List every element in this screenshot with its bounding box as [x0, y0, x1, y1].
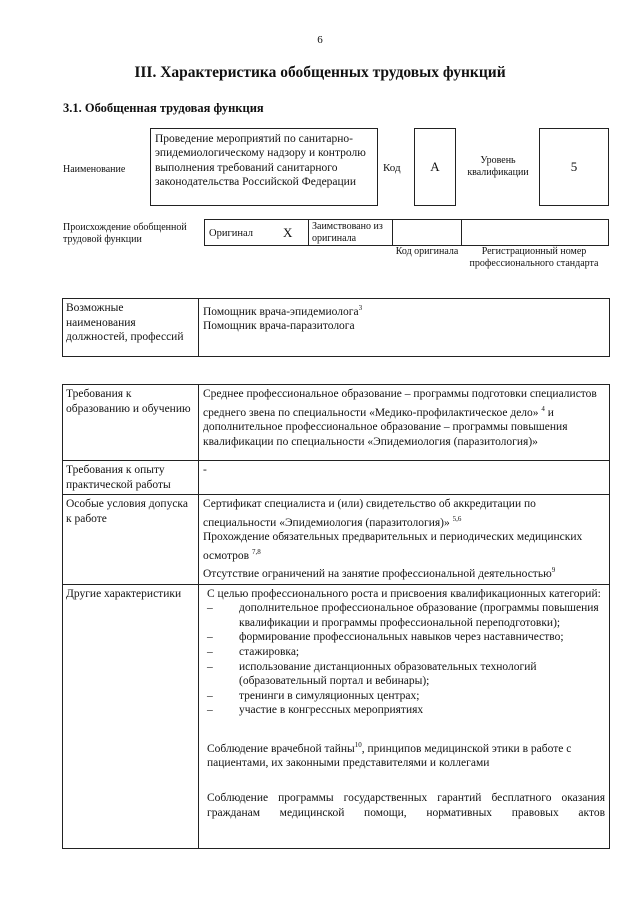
secrecy-text: Соблюдение врачебной тайны$^{10}$, принципов медицинской этики в работе с пациентами, их законными представителями и коллегами: [207, 740, 572, 770]
positions-table: [62, 298, 610, 357]
code-original-cell: [392, 219, 462, 246]
name-label: Наименование: [63, 164, 126, 175]
program-text: Соблюдение программы государственных гарантий бесплатного оказания гражданам медицинской помощи, нормативных правовых актов: [207, 792, 605, 819]
list-item: – участие в конгрессных мероприятиях: [207, 704, 424, 717]
qualification-level-label: Уровень квалификации: [467, 155, 529, 178]
code-original-label: Код оригинала: [395, 246, 459, 257]
page-number: 6: [317, 34, 323, 46]
table-row: [63, 385, 610, 461]
other-label: Другие характеристики: [63, 584, 199, 848]
origin-label: Происхождение обобщенной трудовой функции: [63, 222, 187, 245]
table-row: [63, 584, 610, 848]
subsection-title: 3.1. Обобщенная трудовая функция: [63, 101, 264, 115]
section-title: III. Характеристика обобщенных трудовых функций: [134, 64, 506, 81]
list-item: – формирование профессиональных навыков через наставничество;: [207, 631, 564, 644]
experience-label: Требования к опыту практической работы: [63, 461, 199, 495]
condition-item: Отсутствие ограничений на занятие профессиональной деятельностью$^9$: [203, 566, 556, 581]
code-value: A: [430, 159, 440, 174]
origin-original-cell: [204, 219, 309, 246]
table-row: [63, 495, 610, 584]
positions-list: [199, 299, 610, 357]
condition-item: Сертификат специалиста и (или) свидетельство об аккредитации по специальности «Эпидемиология (паразитология)» $^{5,6}$: [203, 498, 536, 529]
list-item: – тренинги в симуляционных центрах;: [207, 689, 420, 702]
list-item: – стажировка;: [207, 646, 300, 659]
code-label: Код: [383, 162, 401, 174]
conditions-label: Особые условия допуска к работе: [63, 495, 199, 584]
code-box: [414, 128, 456, 206]
education-label: Требования к образованию и обучению: [63, 385, 199, 461]
list-item: – использование дистанционных образовательных технологий (образовательный портал и вебинары);: [207, 660, 537, 688]
positions-label: Возможные наименования должностей, профессий: [63, 299, 199, 357]
table-row: [63, 461, 610, 495]
conditions-value: [199, 495, 610, 584]
position-item: Помощник врача-паразитолога: [203, 320, 355, 333]
list-item: – дополнительное профессиональное образование (программы повышения квалификации и программы профессиональной переподготовки);: [207, 602, 599, 629]
reg-number-cell: [461, 219, 609, 246]
borrowed-label: Заимствовано из оригинала: [312, 221, 383, 244]
function-name-box: [150, 128, 378, 206]
other-value: [199, 584, 610, 848]
origin-borrowed-cell: [308, 219, 393, 246]
experience-value: -: [199, 461, 610, 495]
position-item: Помощник врача-эпидемиолога$^3$: [203, 304, 363, 318]
function-name-value: Проведение мероприятий по санитарно-эпидемиологическому надзору и контролю выполнения требований санитарного законодательства Российской Федерации: [155, 133, 366, 189]
other-intro: С целью профессионального роста и присвоения квалификационных категорий:: [207, 587, 601, 600]
qualification-level-box: [539, 128, 609, 206]
qualification-level-value: 5: [570, 159, 578, 174]
reg-number-label: Регистрационный номер профессионального стандарта: [469, 246, 599, 269]
original-mark: X: [283, 225, 293, 240]
requirements-table: [62, 384, 610, 849]
original-label: Оригинал: [209, 228, 253, 239]
condition-item: Прохождение обязательных предварительных и периодических медицинских осмотров $^{7,8}$: [203, 531, 583, 562]
education-value: Среднее профессиональное образование – программы подготовки специалистов среднего звена по специальности «Медико-профилактическое дело» $^4$ и дополнительное профессиональное образование – программы повышения квалификации по специальности «Эпидемиология (паразитология)»: [199, 385, 610, 461]
